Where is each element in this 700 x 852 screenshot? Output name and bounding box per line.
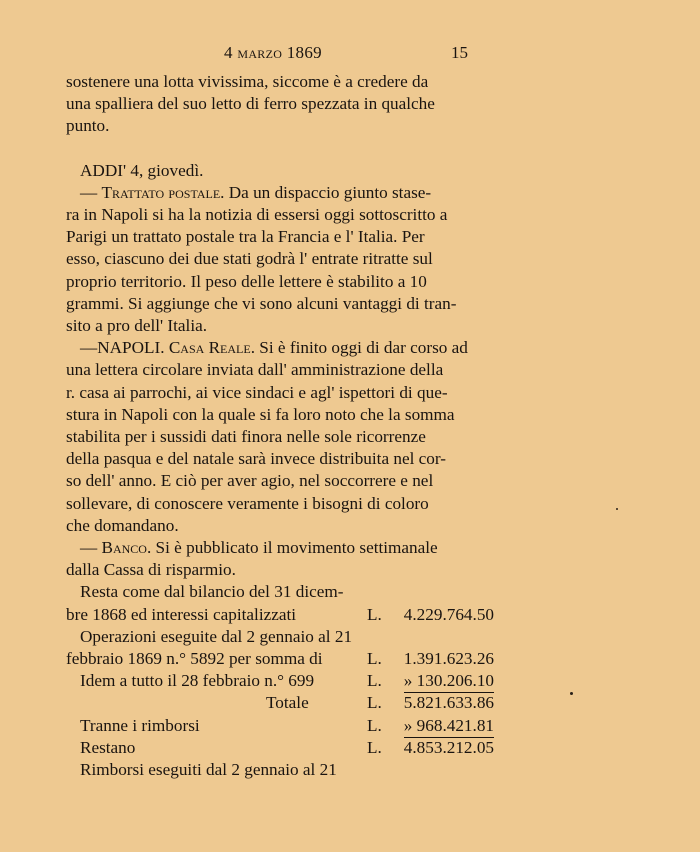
text-line	[66, 337, 494, 359]
text-line: so dell' anno. E ciò per aver agio, nel soccorrere e nel	[66, 471, 434, 491]
paper-speck	[616, 508, 618, 510]
ledger-row	[66, 626, 494, 648]
currency-symbol: L.	[367, 649, 382, 669]
currency-symbol: L.	[367, 737, 382, 757]
text-line: r. casa ai parrochi, ai vice sindaci e agl' ispettori di que-	[66, 382, 448, 402]
text-fragment: Da un dispaccio giunto stase-	[224, 182, 432, 202]
ledger-label: Operazioni eseguite dal 2 gennaio al 21	[80, 626, 353, 646]
ledger-label: Resta come dal bilancio del 31 dicem-	[80, 582, 344, 602]
section-heading: Trattato postale.	[101, 182, 225, 202]
ledger-label: Tranne i rimborsi	[80, 715, 200, 735]
ledger-amount: 1.391.623.26	[403, 649, 494, 669]
text-line: grammi. Si aggiunge che vi sono alcuni vantaggi di tran-	[66, 293, 457, 313]
savings-ledger	[66, 581, 494, 781]
ledger-row-rest	[66, 737, 494, 759]
text-line: sollevare, di conoscere veramente i bisogni di coloro	[66, 493, 429, 513]
paper-speck	[570, 692, 573, 695]
text-line	[66, 182, 494, 204]
text-line: una spalliera del suo letto di ferro spezzata in qualche	[66, 94, 435, 114]
currency-symbol: L.	[367, 715, 382, 735]
body-text	[66, 71, 494, 781]
dateline: ADDI' 4, giovedì.	[80, 160, 204, 180]
ledger-label: Idem a tutto il 28 febbraio n.° 699	[80, 671, 315, 691]
ledger-amount-rest: 4.853.212.05	[403, 737, 494, 757]
page-number: 15	[451, 43, 468, 62]
ledger-row	[66, 759, 494, 781]
city-heading: —NAPOLI.	[80, 338, 169, 358]
ledger-row-total	[66, 692, 494, 714]
ledger-label: bre 1868 ed interessi capitalizzati	[66, 604, 297, 624]
ledger-row	[66, 604, 494, 626]
ledger-label: febbraio 1869 n.° 5892 per somma di	[66, 649, 323, 669]
currency-symbol: L.	[367, 671, 382, 691]
ledger-label: Totale	[266, 693, 309, 713]
header-date: 4 marzo 1869	[224, 43, 322, 62]
paragraph-banco	[66, 537, 494, 581]
text-line: ra in Napoli si ha la notizia di essersi oggi sottoscritto a	[66, 205, 448, 225]
ledger-row	[66, 715, 494, 737]
text-line	[66, 537, 494, 559]
ledger-amount: » 968.421.81	[403, 715, 494, 735]
text-line: stabilita per i sussidi dati finora nelle sole ricorrenze	[66, 427, 426, 447]
text-line: sito a pro dell' Italia.	[66, 316, 208, 336]
text-line: stura in Napoli con la quale si fa loro noto che la somma	[66, 404, 455, 424]
ledger-row	[66, 648, 494, 670]
currency-symbol: L.	[367, 604, 382, 624]
ledger-amount: 4.229.764.50	[403, 604, 494, 624]
paragraph-continuation	[66, 71, 494, 138]
ledger-row	[66, 670, 494, 692]
text-line: una lettera circolare inviata dall' amministrazione della	[66, 360, 444, 380]
paragraph-gap	[66, 138, 494, 160]
ledger-amount: » 130.206.10	[403, 671, 494, 691]
text-line: esso, ciascuno dei due stati godrà l' entrate ritratte sul	[66, 249, 433, 269]
text-line: della pasqua e del natale sarà invece distribuita nel cor-	[66, 449, 446, 469]
text-fragment: Si è finito oggi di dar corso ad	[255, 338, 468, 358]
text-line: sostenere una lotta vivissima, siccome è a credere da	[66, 72, 429, 91]
running-header	[66, 43, 494, 65]
currency-symbol: L.	[367, 693, 382, 713]
section-heading: Casa Reale.	[168, 338, 255, 358]
dash: —	[80, 538, 102, 558]
ledger-label: Rimborsi eseguiti dal 2 gennaio al 21	[80, 759, 337, 779]
paragraph-napoli-casa-reale	[66, 337, 494, 537]
text-line: proprio territorio. Il peso delle lettere è stabilito a 10	[66, 271, 427, 291]
ledger-row	[66, 581, 494, 603]
text-fragment: Si è pubblicato il movimento settimanale	[151, 538, 438, 558]
section-heading: Banco.	[101, 538, 152, 558]
dash: —	[80, 182, 102, 202]
text-line: punto.	[66, 116, 110, 136]
paragraph-trattato-postale	[66, 182, 494, 337]
ledger-label: Restano	[80, 737, 136, 757]
text-line: Parigi un trattato postale tra la Francia e l' Italia. Per	[66, 227, 425, 247]
text-line: dalla Cassa di risparmio.	[66, 560, 236, 580]
ledger-amount-total: 5.821.633.86	[403, 693, 494, 713]
text-line: che domandano.	[66, 515, 179, 535]
